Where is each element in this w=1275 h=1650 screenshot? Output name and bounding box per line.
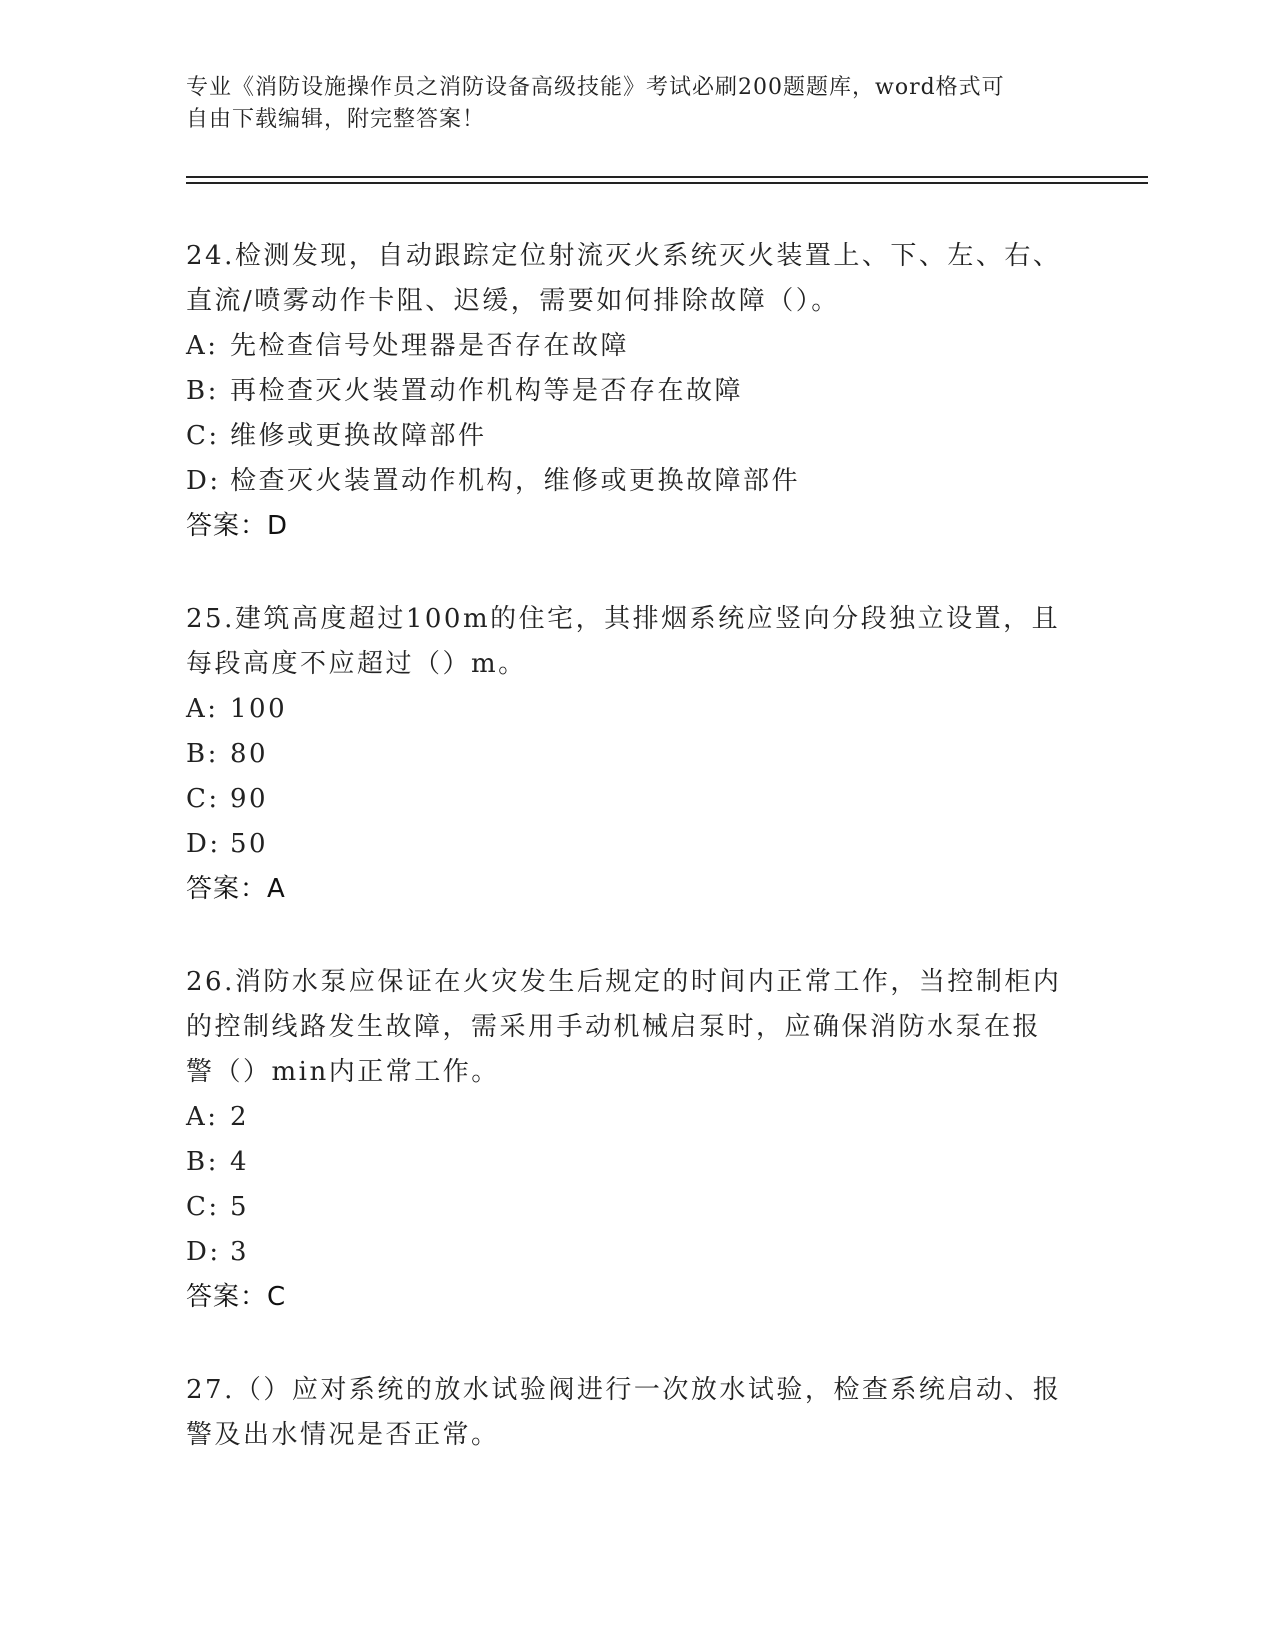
option-a xyxy=(186,1095,1086,1140)
option-text: 50 xyxy=(230,829,269,859)
answer-line: 答案：D xyxy=(186,511,289,541)
option-b xyxy=(186,732,1086,777)
answer-line: 答案：C xyxy=(186,1282,287,1312)
option-key: A: xyxy=(186,1102,219,1132)
header-divider-bottom xyxy=(186,182,1148,184)
option-d xyxy=(186,822,1086,867)
option-text: 100 xyxy=(230,694,288,724)
option-key: B: xyxy=(186,376,219,406)
option-key: D: xyxy=(186,466,221,496)
question-27 xyxy=(186,1368,1086,1458)
question-26 xyxy=(186,960,1086,1320)
question-text-line: 警（）min内正常工作。 xyxy=(186,1057,500,1087)
option-text: 先检查信号处理器是否存在故障 xyxy=(230,331,630,361)
option-key: B: xyxy=(186,739,219,769)
option-key: C: xyxy=(186,1192,220,1222)
option-key: D: xyxy=(186,1237,221,1267)
option-key: D: xyxy=(186,829,221,859)
question-text-line: 的控制线路发生故障，需采用手动机械启泵时，应确保消防水泵在报 xyxy=(186,1012,1042,1042)
option-c xyxy=(186,414,1086,459)
option-text: 4 xyxy=(230,1147,250,1177)
option-text: 5 xyxy=(230,1192,250,1222)
option-text: 再检查灭火装置动作机构等是否存在故障 xyxy=(230,376,744,406)
option-d xyxy=(186,1230,1086,1275)
document-header xyxy=(186,72,1066,136)
option-text: 维修或更换故障部件 xyxy=(230,421,487,451)
question-25 xyxy=(186,597,1086,912)
option-b xyxy=(186,1140,1086,1185)
option-key: C: xyxy=(186,421,220,451)
option-c xyxy=(186,777,1086,822)
option-a xyxy=(186,687,1086,732)
answer-line: 答案：A xyxy=(186,874,286,904)
option-c xyxy=(186,1185,1086,1230)
question-text-line: 警及出水情况是否正常。 xyxy=(186,1420,500,1450)
option-key: C: xyxy=(186,784,220,814)
option-text: 3 xyxy=(230,1237,250,1267)
option-d xyxy=(186,459,1086,504)
question-24 xyxy=(186,234,1086,549)
option-key: A: xyxy=(186,331,219,361)
option-text: 80 xyxy=(230,739,269,769)
option-a xyxy=(186,324,1086,369)
header-line-1: 专业《消防设施操作员之消防设备高级技能》考试必刷200题题库，word格式可 xyxy=(186,75,1005,100)
option-text: 90 xyxy=(230,784,269,814)
header-line-2: 自由下载编辑，附完整答案！ xyxy=(186,107,486,132)
option-key: A: xyxy=(186,694,219,724)
option-key: B: xyxy=(186,1147,219,1177)
question-text-line: 直流/喷雾动作卡阻、迟缓，需要如何排除故障（）。 xyxy=(186,286,840,316)
question-text-line: 26.消防水泵应保证在火灾发生后规定的时间内正常工作，当控制柜内 xyxy=(186,967,1062,997)
question-text-line: 25.建筑高度超过100m的住宅，其排烟系统应竖向分段独立设置，且 xyxy=(186,604,1061,634)
question-text-line: 24.检测发现，自动跟踪定位射流灭火系统灭火装置上、下、左、右、 xyxy=(186,241,1062,271)
question-text-line: 27.（）应对系统的放水试验阀进行一次放水试验，检查系统启动、报 xyxy=(186,1375,1062,1405)
question-text-line: 每段高度不应超过（）m。 xyxy=(186,649,527,679)
option-b xyxy=(186,369,1086,414)
header-divider-top xyxy=(186,176,1148,178)
option-text: 检查灭火装置动作机构，维修或更换故障部件 xyxy=(230,466,801,496)
option-text: 2 xyxy=(230,1102,250,1132)
